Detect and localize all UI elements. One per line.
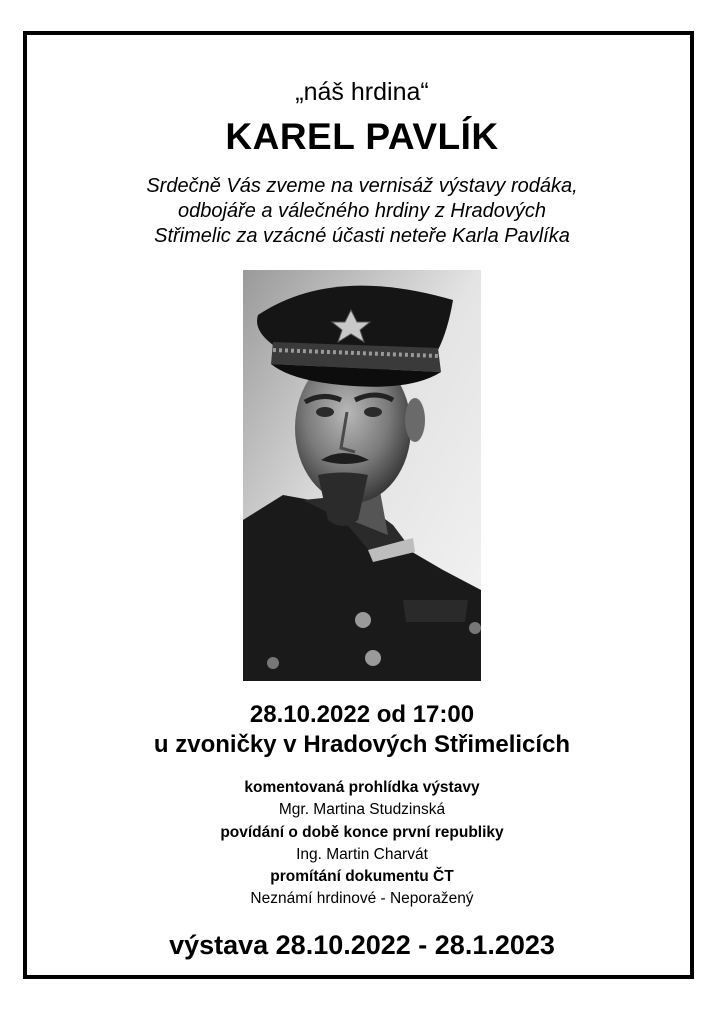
subtitle: „náš hrdina“ <box>295 78 429 106</box>
program-item-1-detail: Mgr. Martina Studzinská <box>278 801 446 818</box>
event-place: u zvoničky v Hradových Střimelicích <box>153 731 571 758</box>
event-date-time: 28.10.2022 od 17:00 <box>249 701 475 728</box>
page-title: KAREL PAVLÍK <box>225 116 499 157</box>
program-item-3-title: promítání dokumentu ČT <box>270 868 454 885</box>
intro-line-2: odbojáře a válečného hrdiny z Hradových <box>178 200 546 222</box>
program-item-1-title: komentovaná prohlídka výstavy <box>244 779 480 796</box>
intro-line-3: Střimelic za vzácné účasti neteře Karla Pavlíka <box>154 225 570 247</box>
portrait-photo <box>243 270 481 681</box>
program-item-2-detail: Ing. Martin Charvát <box>296 846 428 863</box>
portrait-image <box>243 270 481 681</box>
exhibition-dates: výstava 28.10.2022 - 28.1.2023 <box>169 930 555 960</box>
intro-line-1: Srdečně Vás zveme na vernisáž výstavy rodáka, <box>146 175 578 197</box>
program-item-2-title: povídání o době konce první republiky <box>220 824 504 841</box>
program-item-3-detail: Neznámí hrdinové - Neporažený <box>250 890 474 907</box>
